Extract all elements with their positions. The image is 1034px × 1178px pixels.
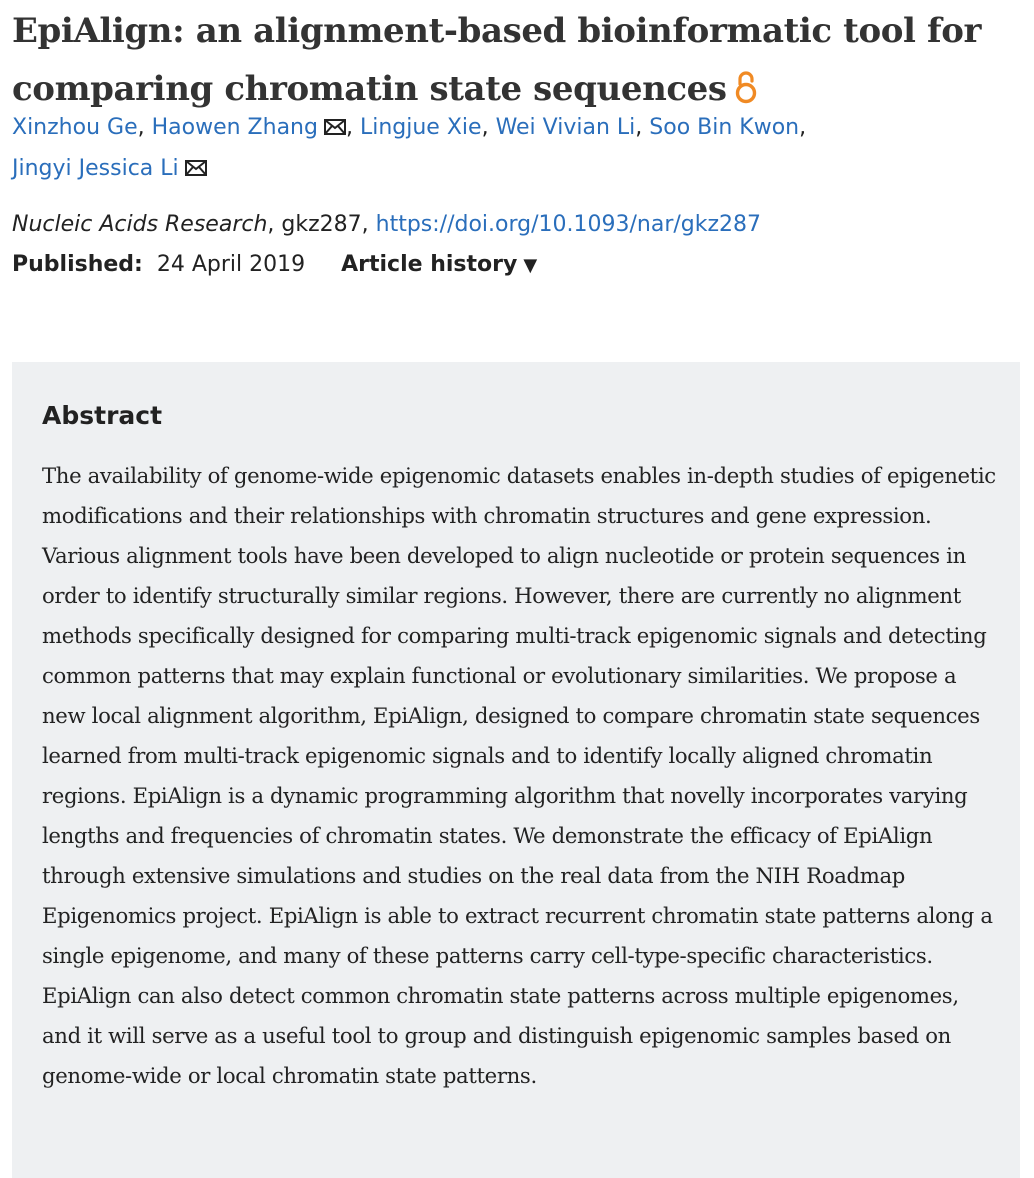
article-id: , gkz287, — [267, 212, 376, 237]
published-label: Published: — [12, 252, 143, 277]
author-link[interactable]: Jingyi Jessica Li — [12, 156, 179, 181]
publication-info — [12, 245, 537, 286]
author-link[interactable]: Wei Vivian Li — [495, 115, 636, 140]
citation — [12, 205, 761, 245]
published-date: 24 April 2019 — [156, 252, 306, 277]
author-link[interactable]: Soo Bin Kwon — [649, 115, 800, 140]
author-link[interactable]: Lingjue Xie — [359, 115, 482, 140]
caret-down-icon: ▼ — [523, 255, 538, 276]
author-separator: , — [799, 115, 807, 140]
article-title-text: EpiAlign: an alignment-based bioinformatic tool for comparing chromatin state sequences — [12, 11, 981, 109]
journal-name: Nucleic Acids Research — [12, 212, 268, 237]
abstract-heading: Abstract — [42, 401, 163, 430]
author-list — [12, 108, 1022, 190]
envelope-icon[interactable] — [185, 150, 207, 190]
article-history-toggle[interactable] — [341, 252, 537, 277]
article-history-label: Article history — [341, 252, 518, 277]
author-link[interactable]: Xinzhou Ge — [12, 115, 138, 140]
author-separator: , — [345, 115, 360, 140]
envelope-icon[interactable] — [324, 109, 346, 149]
author-separator: , — [635, 115, 650, 140]
author-separator: , — [481, 115, 496, 140]
abstract-text: The availability of genome-wide epigenomic datasets enables in-depth studies of epigenetic modifications and their relationships with chromatin structures and gene expression. Various alignment tools have been developed to align nucleotide or protein sequences in order to identify structurally similar regions. However, there are currently no alignment methods specifically designed for comparing multi-track epigenomic signals and detecting common patterns that may explain functional or evolutionary similarities. We propose a new local alignment algorithm, EpiAlign, designed to compare chromatin state sequences learned from multi-track epigenomic signals and to identify locally aligned chromatin regions. EpiAlign is a dynamic programming algorithm that novelly incorporates varying lengths and frequencies of chromatin states. We demonstrate the efficacy of EpiAlign through extensive simulations and studies on the real data from the NIH Roadmap Epigenomics project. EpiAlign is able to extract recurrent chromatin state patterns along a single epigenome, and many of these patterns carry cell-type-specific characteristics. EpiAlign can also detect common chromatin state patterns across multiple epigenomes, and it will serve as a useful tool to group and distinguish epigenomic samples based on genome-wide or local chromatin state patterns. — [42, 463, 996, 1088]
abstract-section — [12, 362, 1020, 1178]
doi-link[interactable]: https://doi.org/10.1093/nar/gkz287 — [375, 212, 762, 237]
author-separator: , — [137, 115, 152, 140]
author-link[interactable]: Haowen Zhang — [151, 115, 318, 140]
article-title — [12, 2, 1022, 122]
